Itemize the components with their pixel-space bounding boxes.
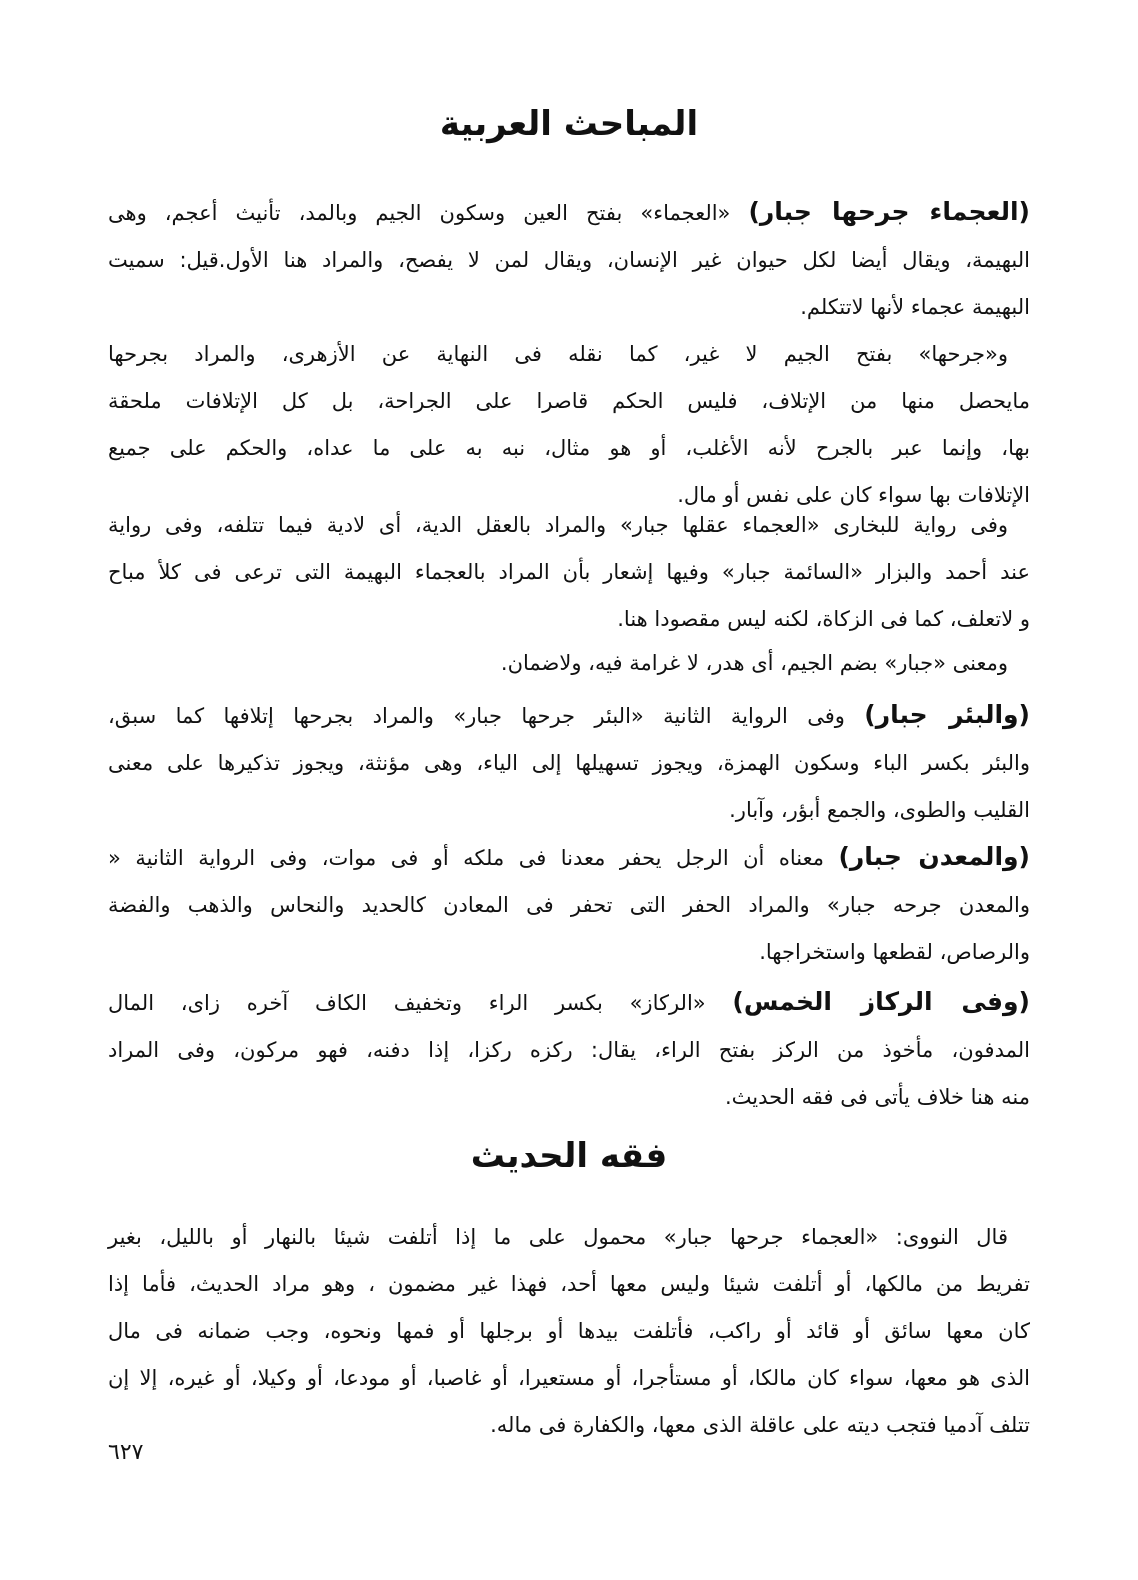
section-title-arabic-studies: المباحث العربية — [439, 104, 699, 144]
paragraph-mine — [108, 833, 1030, 976]
paragraph-line: والرصاص، لقطعها واستخراجها. — [759, 940, 1030, 964]
line-text: «العجماء» بفتح العين وسكون الجيم وبالمد، تأنيث أعجم، وهى — [108, 201, 749, 225]
paragraph-nawawi — [108, 1214, 1030, 1449]
paragraph-line: وفى رواية للبخارى «العجماء عقلها جبار» والمراد بالعقل الدية، أى لادية فيما تتلفه، وفى رواية — [108, 513, 1008, 537]
section-title-hadith-fiqh: فقه الحديث — [470, 1136, 668, 1176]
paragraph-jubar-meaning — [108, 640, 1030, 687]
paragraph-line: تتلف آدميا فتجب ديته على عاقلة الذى معها، والكفارة فى ماله. — [490, 1413, 1030, 1437]
paragraph-line: والمعدن جرحه جبار» والمراد الحفر التى تحفر فى المعادن كالحديد والنحاس والذهب والفضة — [108, 893, 1030, 917]
paragraph-line: ومعنى «جبار» بضم الجيم، أى هدر، لا غرامة فيه، ولاضمان. — [500, 651, 1008, 675]
term-heading: (وفى الركاز الخمس) — [732, 987, 1030, 1016]
paragraph-line: كان معها سائق أو قائد أو راكب، فأتلفت بيدها أو برجلها أو فمها ونحوه، وجب ضمانه فى مال — [108, 1319, 1030, 1343]
paragraph-line: مايحصل منها من الإتلاف، فليس الحكم قاصرا على الجراحة، بل كل الإتلافات ملحقة — [108, 389, 1030, 413]
paragraph-line: البهيمة عجماء لأنها لاتتكلم. — [800, 295, 1030, 319]
term-heading: (والبئر جبار) — [864, 700, 1030, 729]
paragraph-line: تفريط من مالكها، أو أتلفت شيئا وليس معها أحد، فهذا غير مضمون ، وهو مراد الحديث، فأما إذا — [108, 1272, 1030, 1296]
paragraph-jurhuha — [108, 331, 1030, 519]
paragraph-line: القليب والطوى، والجمع أبؤر، وآبار. — [729, 798, 1030, 822]
paragraph-line — [108, 833, 1030, 882]
paragraph-line: المدفون، مأخوذ من الركز بفتح الراء، يقال: ركزه ركزا، إذا دفنه، فهو مركون، وفى المراد — [108, 1038, 1030, 1062]
paragraph-bukhari-narration — [108, 502, 1030, 643]
paragraph-rikaz — [108, 978, 1030, 1121]
paragraph-line — [108, 188, 1030, 237]
paragraph-line — [108, 691, 1030, 740]
paragraph-line: البهيمة، ويقال أيضا لكل حيوان غير الإنسان، ويقال لمن لا يفصح، والمراد هنا الأول.قيل: سميت — [108, 248, 1030, 272]
paragraph-line: قال النووى: «العجماء جرحها جبار» محمول على ما إذا أتلفت شيئا بالنهار أو بالليل، بغير — [108, 1225, 1008, 1249]
paragraph-line: والبئر بكسر الباء وسكون الهمزة، ويجوز تسهيلها إلى الياء، وهى مؤنثة، ويجوز تذكيرها على معنى — [108, 751, 1030, 775]
paragraph-line: عند أحمد والبزار «السائمة جبار» وفيها إشعار بأن المراد بالعجماء البهيمة التى ترعى فى كلأ مباح — [108, 560, 1030, 584]
paragraph-well — [108, 691, 1030, 834]
paragraph-line — [108, 978, 1030, 1027]
paragraph-line: و«جرحها» بفتح الجيم لا غير، كما نقله فى النهاية عن الأزهرى، والمراد بجرحها — [108, 342, 1008, 366]
paragraph-line: و لاتعلف، كما فى الزكاة، لكنه ليس مقصودا هنا. — [617, 607, 1030, 631]
line-text: معناه أن الرجل يحفر معدنا فى ملكه أو فى موات، وفى الرواية الثانية « — [108, 846, 839, 870]
term-heading: (العجماء جرحها جبار) — [748, 197, 1030, 226]
term-heading: (والمعدن جبار) — [838, 842, 1030, 871]
paragraph-line: الإتلافات بها سواء كان على نفس أو مال. — [677, 483, 1030, 507]
line-text: «الركاز» بكسر الراء وتخفيف الكاف آخره زاى، المال — [108, 991, 733, 1015]
paragraph-line: بها، وإنما عبر بالجرح لأنه الأغلب، أو هو مثال، نبه به على ما عداه، والحكم على جميع — [108, 436, 1030, 460]
paragraph-line: الذى هو معها، سواء كان مالكا، أو مستأجرا، أو مستعيرا، أو غاصبا، أو مودعا، أو وكيلا، أو غيره، إلا إن — [108, 1366, 1030, 1390]
paragraph-line: منه هنا خلاف يأتى فى فقه الحديث. — [725, 1085, 1030, 1109]
page-number: ٦٢٧ — [108, 1440, 144, 1465]
paragraph-ajmaa — [108, 188, 1030, 331]
line-text: وفى الرواية الثانية «البئر جرحها جبار» والمراد بجرحها إتلافها كما سبق، — [108, 704, 865, 728]
